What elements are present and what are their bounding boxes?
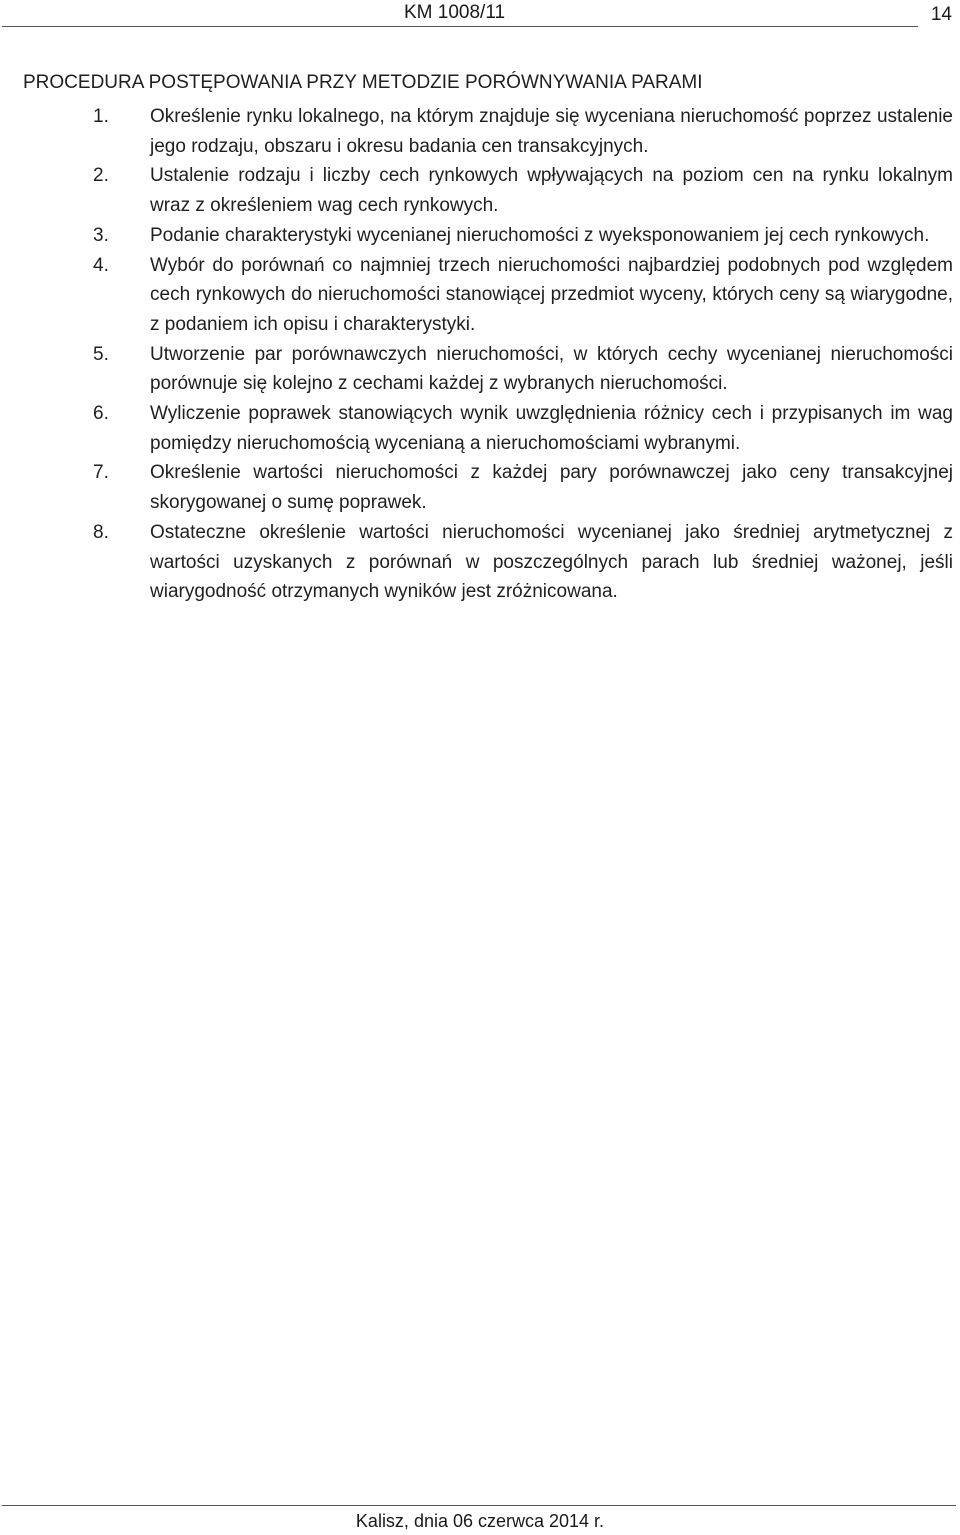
step-text: Określenie wartości nieruchomości z każdej pary porównawczej jako ceny transakcyjnej skorygowanej o sumę poprawek. (150, 462, 953, 514)
procedure-step (23, 161, 953, 220)
step-number: 4. (93, 254, 109, 276)
step-text: Wybór do porównań co najmniej trzech nieruchomości najbardziej podobnych pod względem cech rynkowych do nieruchomości stanowiącej przedmiot wyceny, których ceny są wiarygodne, z podaniem ich opisu i charakterystyki. (150, 254, 953, 335)
step-text: Podanie charakterystyki wycenianej nieruchomości z wyeksponowaniem jej cech rynkowych. (150, 224, 930, 246)
procedure-steps-list (23, 102, 953, 607)
step-number: 1. (93, 106, 109, 127)
step-number: 3. (93, 224, 109, 246)
step-text: Ustalenie rodzaju i liczby cech rynkowych wpływających na poziom cen na rynku lokalnym wraz z określeniem wag cech rynkowych. (150, 165, 953, 217)
section-title: PROCEDURA POSTĘPOWANIA PRZY METODZIE PORÓWNYWANIA PARAMI (23, 72, 703, 93)
procedure-step (23, 251, 953, 340)
step-text: Utworzenie par porównawczych nieruchomości, w których cechy wycenianej nieruchomości porównuje się kolejno z cechami każdej z wybranych nieruchomości. (150, 343, 953, 395)
step-text: Ostateczne określenie wartości nieruchomości wycenianej jako średniej arytmetycznej z wartości uzyskanych z porównań w poszczególnych parach lub średniej ważonej, jeśli wiarygodność otrzymanych wyników jest zróżnicowana. (150, 521, 953, 603)
step-number: 7. (93, 462, 109, 484)
procedure-step (23, 340, 953, 399)
procedure-step (23, 518, 953, 607)
footer-place-date: Kalisz, dnia 06 czerwca 2014 r. (355, 1511, 605, 1531)
page-header (0, 0, 960, 30)
procedure-step (23, 221, 953, 251)
step-number: 5. (93, 343, 109, 365)
document-reference: KM 1008/11 (404, 2, 506, 23)
procedure-step (23, 102, 953, 161)
step-number: 8. (93, 521, 109, 543)
procedure-step (23, 458, 953, 517)
procedure-step (23, 399, 953, 458)
header-divider (2, 26, 918, 27)
step-text: Określenie rynku lokalnego, na którym znajduje się wyceniana nieruchomość poprzez ustalenie jego rodzaju, obszaru i okresu badania cen transakcyjnych. (150, 106, 953, 157)
step-number: 2. (93, 165, 109, 187)
step-number: 6. (93, 403, 109, 425)
page-number: 14 (930, 4, 952, 25)
step-text: Wyliczenie poprawek stanowiących wynik uwzględnienia różnicy cech i przypisanych im wag pomiędzy nieruchomością wycenianą a nieruchomościami wybranymi. (150, 403, 953, 454)
footer-divider (2, 1505, 956, 1506)
